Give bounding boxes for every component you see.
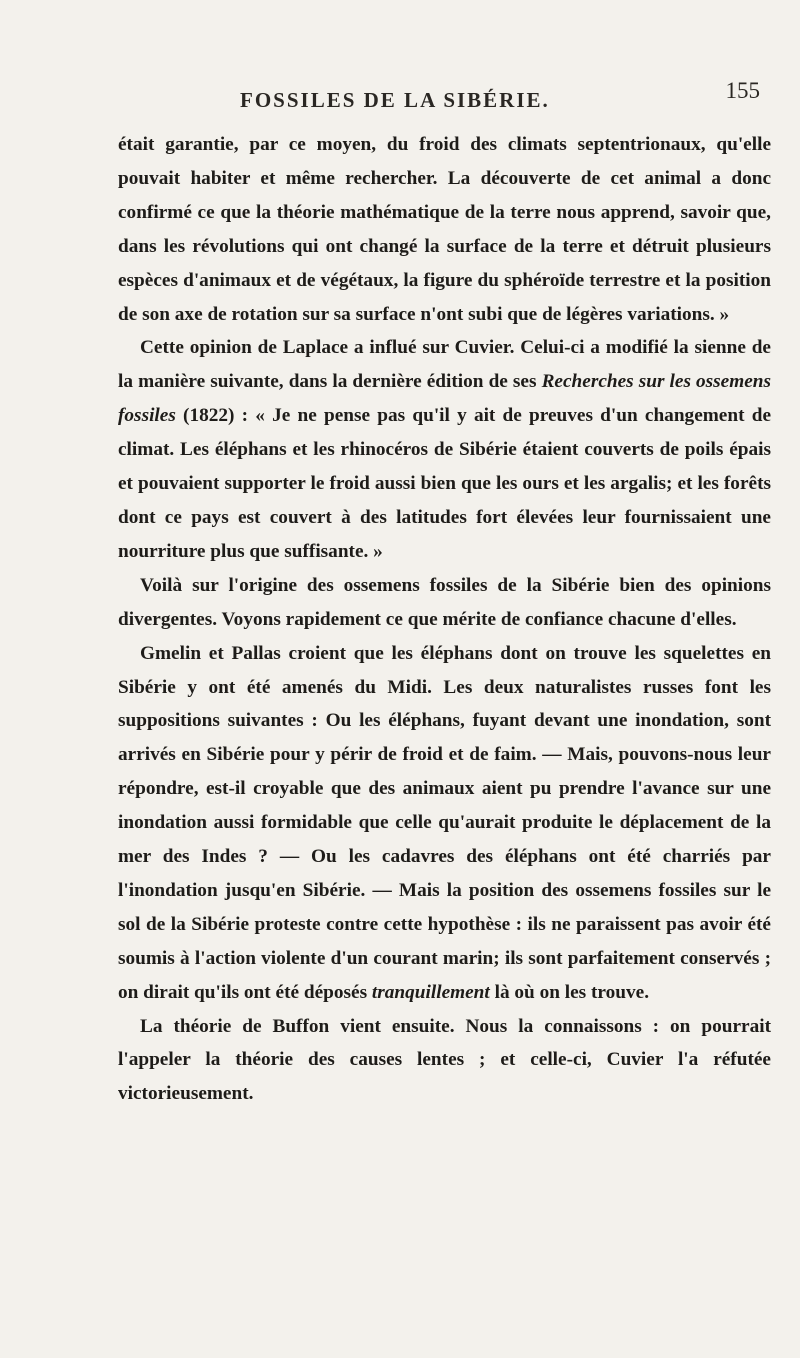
paragraph-buffon bbox=[118, 1010, 771, 1112]
paragraph-text: là où on les trouve. bbox=[489, 981, 650, 1003]
body-text bbox=[118, 128, 771, 1111]
paragraph-text: était garantie, par ce moyen, du froid des climats septentrionaux, qu'elle pouvait habiter et même rechercher. La découverte de cet animal a donc confirmé ce que la théorie mathématique de la terre nous apprend, savoir que, dans les révolutions qui ont changé la surface de la terre et détruit plusieurs espèces d'animaux et de végétaux, la figure du sphéroïde terrestre et la position de son axe de rotation sur sa surface n'ont subi que de légères variations. » bbox=[118, 134, 771, 325]
emphasis-italic: tranquillement bbox=[371, 981, 490, 1003]
paragraph-text: Voilà sur l'origine des ossemens fossiles de la Sibérie bien des opinions divergentes. Voyons rapidement ce que mérite de confiance chacune d'elles. bbox=[118, 574, 771, 630]
paragraph-continuation bbox=[118, 128, 771, 331]
paragraph-laplace-cuvier bbox=[118, 331, 771, 568]
book-title-italic: Recherches sur les ossemens fossiles bbox=[118, 371, 772, 427]
paragraph-text: Gmelin et Pallas croient que les éléphans dont on trouve les squelettes en Sibérie y ont été amenés du Midi. Les deux naturalistes russes font les suppositions suivantes : Ou les éléphans, fuyant devant une inondation, sont arrivés en Sibérie pour y périr de froid et de faim. — Mais, pouvons-nous leur répondre, est-il croyable que des animaux aient pu prendre l'avance sur une inondation aussi formidable que celle qu'aurait produite le déplacement de la mer des Indes ? — Ou les cadavres des éléphans ont été charriés par l'inondation jusqu'en Sibérie. — Mais la position des ossemens fossiles sur le sol de la Sibérie proteste contre cette hypothèse : ils ne paraissent pas avoir été soumis à l'action violente d'un courant marin; ils sont parfaitement conservés ; on dirait qu'ils ont été déposés bbox=[118, 642, 771, 1003]
paragraph-text: La théorie de Buffon vient ensuite. Nous la connaissons : on pourrait l'appeler la théorie des causes lentes ; et celle-ci, Cuvier l'a réfutée victorieusement. bbox=[118, 1015, 771, 1105]
paragraph-gmelin-pallas bbox=[118, 637, 771, 1010]
running-title: FOSSILES DE LA SIBÉRIE. bbox=[240, 88, 550, 112]
page-number: 155 bbox=[725, 78, 760, 103]
paragraph-divergent-opinions bbox=[118, 569, 771, 637]
paragraph-text: Cette opinion de Laplace a influé sur Cuvier. Celui-ci a modifié la sienne de la manière suivante, dans la dernière édition de ses bbox=[118, 337, 771, 393]
paragraph-text: (1822) : « Je ne pense pas qu'il y ait de preuves d'un changement de climat. Les éléphans et les rhinocéros de Sibérie étaient couverts de poils épais et pouvaient supporter le froid aussi bien que les ours et les argalis; et les forêts dont ce pays est couvert à des latitudes fort élevées leur fournissaient une nourriture plus que suffisante. » bbox=[118, 405, 771, 562]
page-header bbox=[100, 78, 760, 114]
